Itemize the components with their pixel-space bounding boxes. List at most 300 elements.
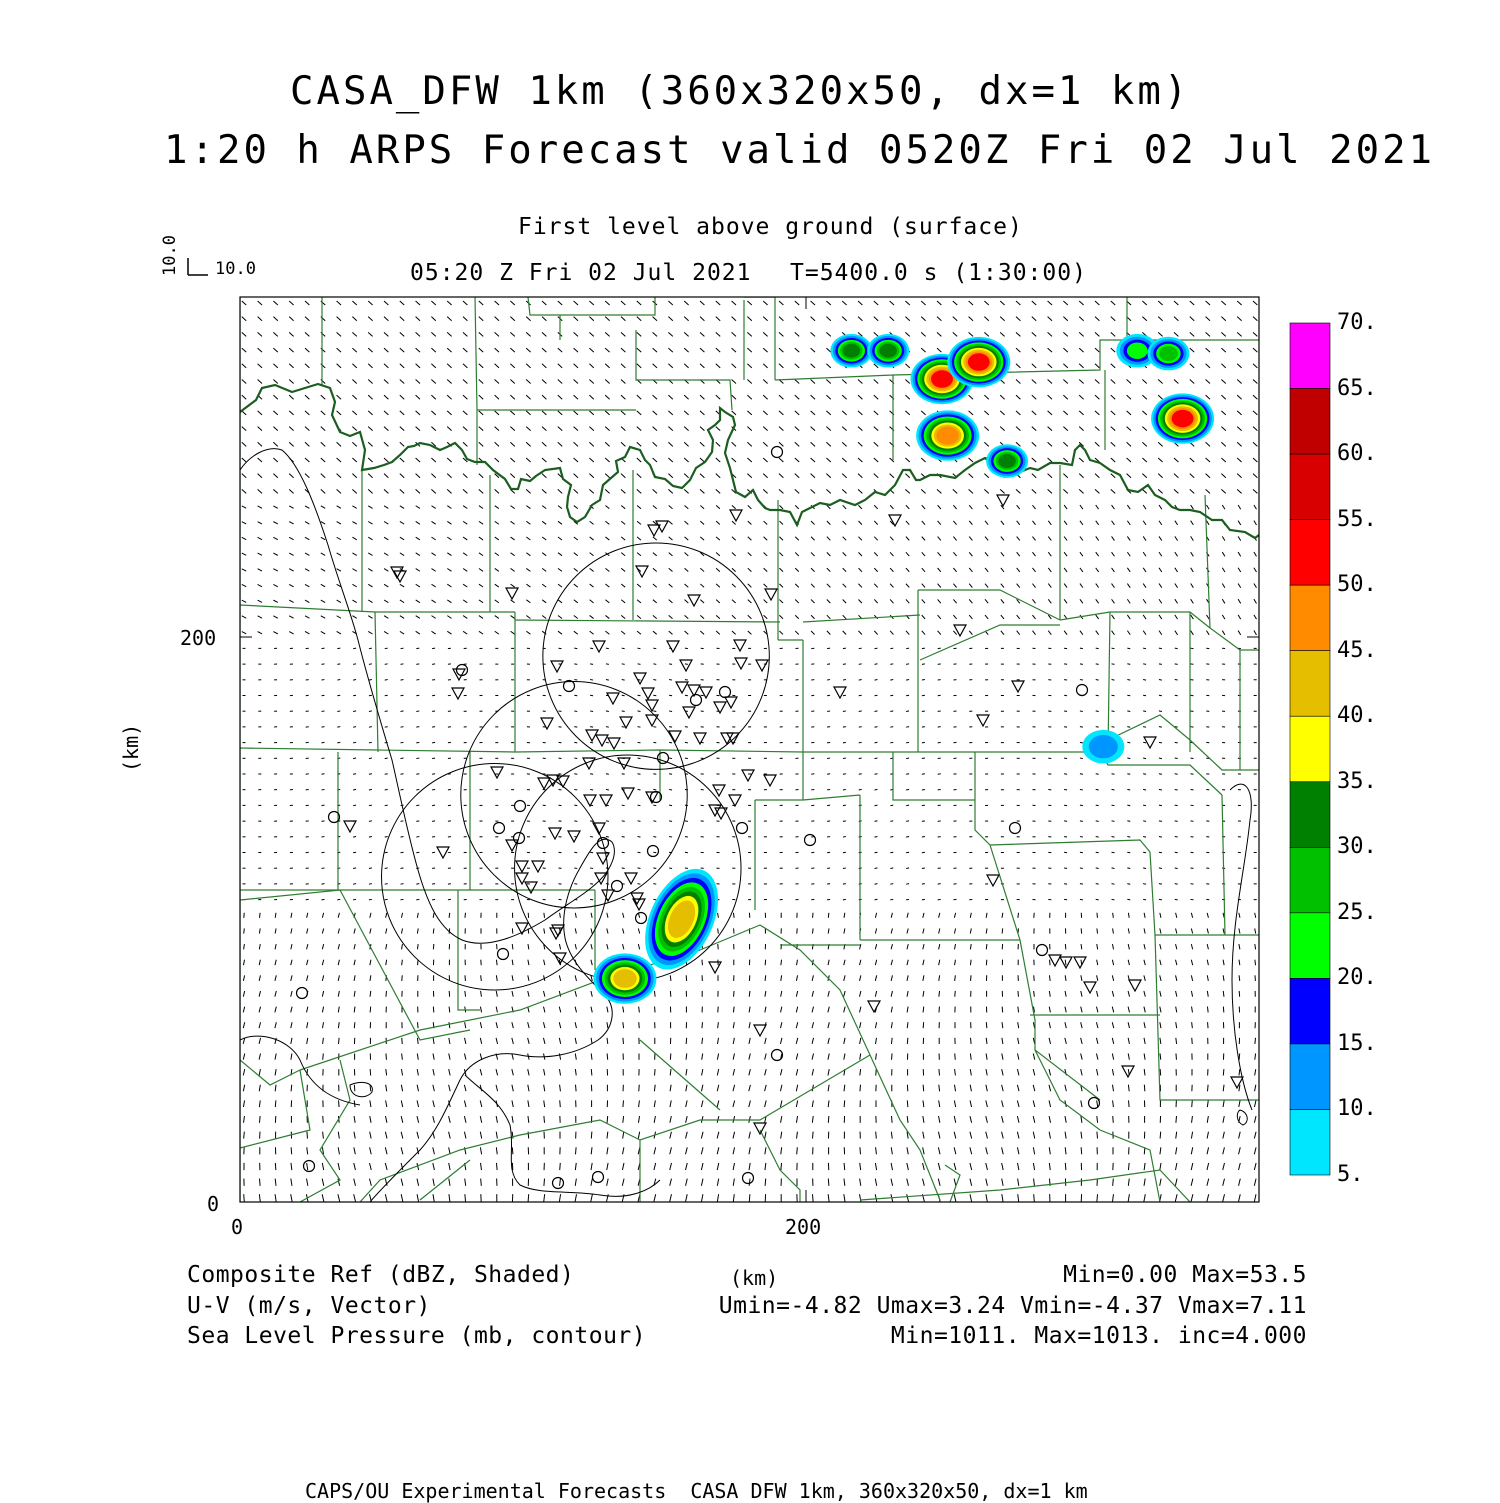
wind-vector [1223, 975, 1224, 981]
wind-vector [480, 1100, 482, 1107]
wind-vector [653, 505, 657, 508]
colorbar-label: 45. [1337, 640, 1377, 662]
wind-vector [984, 317, 988, 321]
wind-vector [906, 599, 909, 603]
wind-vector [273, 442, 277, 446]
wind-vector [606, 821, 609, 822]
wind-vector [386, 1053, 387, 1059]
wind-vector [605, 427, 609, 431]
wind-vector [402, 960, 403, 965]
wind-vector [638, 648, 641, 649]
wind-vector [400, 379, 404, 383]
wind-vector [401, 899, 404, 900]
wind-vector [605, 474, 609, 478]
wind-vector [1065, 1116, 1066, 1123]
wind-vector [243, 991, 244, 997]
wind-vector [811, 427, 815, 431]
wind-vector [685, 505, 689, 508]
wind-vector [875, 868, 878, 869]
wind-vector [242, 474, 246, 478]
station-circle-icon [772, 1050, 783, 1061]
wind-vector [795, 458, 799, 462]
wind-vector [653, 332, 657, 336]
wind-vector [307, 1147, 308, 1154]
wind-vector [747, 411, 751, 415]
station-triangle-icon [491, 767, 503, 778]
wind-vector [890, 837, 893, 838]
wind-vector [859, 711, 862, 712]
wind-vector [907, 944, 908, 949]
wind-vector [368, 522, 372, 525]
wind-vector [826, 442, 830, 446]
wind-vector [1017, 537, 1020, 541]
wind-vector [368, 506, 372, 509]
wind-vector [858, 427, 862, 431]
wind-vector [638, 742, 641, 743]
wind-vector [984, 489, 988, 493]
wind-vector [369, 727, 372, 728]
wind-vector [1175, 521, 1178, 525]
wind-vector [969, 521, 972, 525]
wind-vector [764, 552, 768, 555]
wind-vector [844, 1163, 845, 1170]
wind-vector [811, 348, 815, 352]
wind-vector [955, 1053, 956, 1059]
wind-vector [685, 553, 689, 556]
wind-vector [1223, 1085, 1224, 1092]
wind-vector [638, 758, 641, 759]
wind-vector [496, 1038, 497, 1044]
wind-vector [291, 960, 292, 965]
wind-vector [1238, 536, 1241, 540]
wind-vector [259, 944, 260, 949]
wind-vector [354, 991, 355, 997]
wind-vector [1191, 991, 1192, 997]
wind-vector [1255, 960, 1256, 965]
wind-vector [479, 474, 483, 478]
wind-vector [686, 1038, 687, 1044]
wind-vector [337, 569, 341, 572]
wind-vector [1223, 928, 1224, 933]
wind-vector [875, 975, 876, 980]
wind-vector [826, 395, 830, 399]
wind-vector [574, 442, 578, 446]
wind-vector [463, 584, 467, 587]
wind-vector [890, 648, 893, 649]
wind-vector [431, 474, 435, 478]
wind-vector [1238, 615, 1241, 619]
wind-vector [1127, 664, 1130, 665]
wind-vector [875, 742, 878, 743]
wind-vector [590, 742, 593, 743]
wind-vector [1254, 583, 1257, 587]
wind-vector [1048, 301, 1052, 305]
wind-vector [1049, 975, 1050, 981]
station-triangle-icon [764, 775, 776, 786]
wind-vector [986, 1069, 987, 1075]
wind-vector [1143, 505, 1146, 509]
wind-vector [1032, 474, 1036, 478]
wind-vector [1143, 695, 1146, 696]
wind-vector [1079, 301, 1083, 305]
wind-vector [844, 1038, 845, 1044]
wind-vector [1079, 379, 1083, 383]
wind-vector [338, 1007, 339, 1013]
wind-vector [607, 1007, 608, 1013]
wind-vector [716, 332, 720, 336]
wind-vector [431, 332, 435, 336]
wind-vector [638, 944, 639, 949]
wind-vector [907, 1147, 908, 1154]
wind-vector [843, 789, 846, 790]
wind-vector [1222, 631, 1225, 635]
wind-vector [433, 1179, 434, 1186]
storm-cell-east [1082, 730, 1124, 764]
wind-vector [874, 332, 878, 336]
wind-vector [416, 474, 420, 478]
wind-vector [669, 615, 673, 618]
wind-vector [275, 1194, 276, 1201]
wind-vector [1254, 1179, 1256, 1186]
wind-vector [542, 379, 546, 383]
wind-vector [1191, 960, 1192, 965]
wind-vector [1176, 1116, 1177, 1123]
wind-vector [890, 568, 893, 572]
wind-vector [258, 584, 262, 586]
wind-vector [749, 1022, 750, 1028]
wind-vector [906, 664, 909, 665]
wind-vector [1127, 695, 1130, 696]
wind-vector [1239, 1085, 1240, 1091]
wind-vector [449, 1179, 450, 1186]
wind-vector [859, 648, 862, 649]
wind-vector [416, 569, 420, 572]
wind-vector [384, 506, 388, 509]
wind-vector [890, 664, 893, 665]
wind-vector [906, 884, 909, 885]
wind-vector [1112, 805, 1115, 806]
wind-vector [322, 1163, 323, 1170]
wind-vector [954, 1116, 955, 1123]
wind-vector [259, 1100, 260, 1107]
wind-vector [1063, 442, 1067, 446]
wind-vector [953, 584, 956, 588]
wind-vector [905, 442, 909, 446]
wind-vector [954, 944, 955, 949]
wind-vector [969, 301, 973, 305]
wind-vector [622, 1194, 624, 1201]
wind-vector [922, 852, 925, 853]
vector-key-v-label: 10.0 [162, 235, 179, 276]
wind-vector [1079, 489, 1083, 493]
station-triangle-icon [688, 595, 700, 606]
wind-vector [1033, 1163, 1034, 1170]
wind-vector [907, 1038, 908, 1044]
wind-vector [621, 317, 625, 321]
wind-vector [1081, 1132, 1082, 1139]
wind-vector [384, 332, 388, 336]
wind-vector [368, 442, 372, 446]
wind-vector [906, 789, 909, 790]
wind-vector [305, 332, 309, 336]
wind-vector [700, 474, 704, 478]
wind-vector [955, 1069, 956, 1075]
wind-vector [512, 1069, 514, 1075]
wind-vector [780, 1069, 782, 1075]
wind-vector [401, 1179, 403, 1186]
wind-vector [1239, 960, 1240, 965]
wind-vector [1002, 1054, 1003, 1060]
wind-vector [606, 648, 609, 649]
wind-vector [811, 600, 815, 604]
wind-vector [337, 348, 341, 352]
wind-vector [574, 600, 578, 603]
wind-vector [986, 1038, 987, 1044]
wind-vector [655, 1007, 656, 1013]
wind-vector [1207, 1147, 1209, 1154]
wind-vector [890, 805, 893, 806]
station-triangle-icon [997, 495, 1009, 506]
wind-vector [637, 348, 641, 352]
wind-vector [638, 821, 641, 822]
wind-vector [590, 774, 593, 775]
colorbar-label: 60. [1337, 443, 1377, 465]
wind-vector [747, 379, 751, 383]
wind-vector [623, 913, 624, 918]
wind-vector [1238, 521, 1241, 525]
wind-vector [1206, 489, 1210, 493]
wind-vector [431, 379, 435, 383]
wind-vector [938, 631, 941, 635]
wind-vector [654, 1116, 655, 1123]
wind-vector [859, 664, 862, 665]
wind-vector [639, 1007, 640, 1013]
wind-vector [510, 395, 514, 399]
station-triangle-icon [1129, 980, 1141, 991]
wind-vector [495, 317, 499, 321]
wind-vector [858, 599, 861, 603]
wind-vector [986, 1147, 988, 1154]
wind-vector [954, 1100, 955, 1107]
wind-vector [828, 1194, 829, 1201]
colorbar-swatch [1290, 389, 1330, 455]
wind-vector [653, 568, 657, 571]
wind-vector [670, 991, 671, 997]
wind-vector [953, 505, 956, 509]
wind-vector [858, 584, 861, 588]
wind-vector [560, 913, 561, 918]
wind-vector [417, 1132, 419, 1139]
wind-vector [1191, 944, 1192, 949]
wind-vector [289, 301, 293, 305]
wind-vector [970, 1053, 971, 1059]
wind-vector [291, 1147, 292, 1154]
wind-vector [716, 505, 720, 508]
wind-vector [495, 411, 499, 415]
station-triangle-icon [607, 693, 619, 704]
wind-vector [700, 521, 704, 524]
wind-vector [1237, 301, 1241, 305]
wind-vector [605, 584, 609, 587]
wind-vector [289, 537, 293, 539]
wind-vector [273, 317, 277, 321]
wind-vector [891, 1022, 892, 1028]
wind-vector [352, 395, 356, 399]
wind-vector [717, 1194, 718, 1201]
wind-vector [875, 1022, 876, 1028]
station-triangle-icon [742, 770, 754, 781]
wind-vector [1081, 1007, 1082, 1013]
wind-vector [922, 884, 925, 885]
wind-vector [526, 616, 530, 619]
wind-vector [1017, 1069, 1019, 1075]
wind-vector [970, 1085, 971, 1091]
wind-vector [463, 395, 467, 399]
wind-vector [259, 1007, 260, 1013]
wind-vector [907, 991, 908, 997]
wind-vector [638, 868, 641, 869]
wind-vector [352, 569, 356, 572]
wind-vector [1096, 680, 1099, 681]
wind-vector [970, 1163, 972, 1170]
wind-vector [1255, 913, 1256, 918]
wind-vector [305, 553, 309, 555]
wind-vector [1113, 1179, 1114, 1186]
wind-vector [1142, 301, 1146, 305]
wind-vector [986, 1179, 988, 1186]
wind-vector [622, 680, 625, 681]
wind-vector [1175, 821, 1178, 822]
wind-vector [289, 489, 293, 493]
wind-vector [431, 489, 435, 493]
wind-vector [1096, 505, 1099, 509]
wind-vector [811, 552, 815, 556]
wind-vector [765, 991, 766, 997]
wind-vector [385, 1147, 387, 1154]
wind-vector [1112, 868, 1115, 869]
wind-vector [1253, 395, 1257, 399]
wind-vector [842, 395, 846, 399]
wind-vector [826, 474, 830, 478]
wind-vector [354, 1022, 355, 1028]
wind-vector [1128, 991, 1129, 997]
wind-vector [858, 458, 862, 462]
wind-vector [416, 379, 420, 383]
wind-vector [859, 789, 862, 790]
wind-vector [828, 1100, 829, 1107]
wind-vector [574, 395, 578, 399]
wind-vector [354, 1085, 355, 1092]
wind-vector [463, 537, 467, 540]
wind-vector [653, 664, 656, 665]
wind-vector [370, 1116, 371, 1123]
wind-vector [970, 928, 971, 933]
wind-vector [717, 1116, 719, 1123]
wind-vector [591, 1194, 593, 1201]
wind-vector [1096, 837, 1099, 838]
wind-vector [654, 991, 655, 997]
wind-vector [1160, 960, 1161, 965]
wind-vector [574, 427, 578, 431]
wind-vector [558, 553, 562, 556]
wind-vector [1159, 599, 1162, 603]
wind-vector [716, 537, 720, 540]
wind-vector [1160, 975, 1161, 980]
wind-vector [510, 427, 514, 431]
wind-vector [1063, 348, 1067, 352]
wind-vector [416, 742, 419, 743]
wind-vector [686, 1194, 688, 1201]
wind-vector [242, 616, 246, 618]
wind-vector [858, 411, 862, 415]
wind-vector [874, 552, 877, 556]
wind-vector [1127, 774, 1130, 775]
wind-vector [686, 1179, 688, 1186]
wind-vector [1000, 379, 1004, 383]
wind-vector [1017, 552, 1020, 556]
wind-vector [400, 584, 404, 587]
wind-vector [733, 1069, 734, 1075]
wind-vector [384, 521, 388, 524]
wind-vector [654, 1194, 656, 1201]
wind-vector [971, 1038, 972, 1044]
wind-vector [605, 442, 609, 446]
wind-vector [1001, 599, 1004, 603]
wind-vector [622, 711, 625, 712]
wind-vector [447, 348, 451, 352]
wind-vector [875, 805, 878, 806]
wind-vector [526, 474, 530, 478]
wind-vector [417, 1053, 418, 1059]
wind-vector [764, 568, 768, 571]
wind-vector [1175, 599, 1178, 603]
wind-vector [386, 991, 387, 997]
station-circle-icon [304, 1161, 315, 1172]
wind-vector [558, 568, 562, 571]
wind-vector [1175, 568, 1178, 572]
wind-vector [827, 615, 830, 619]
wind-vector [986, 913, 987, 918]
wind-vector [291, 944, 292, 949]
wind-vector [258, 442, 262, 446]
wind-vector [575, 1194, 576, 1201]
wind-vector [1048, 521, 1051, 525]
wind-vector [921, 348, 925, 352]
wind-vector [1048, 332, 1052, 336]
wind-vector [369, 648, 372, 649]
wind-vector [1174, 332, 1178, 336]
radar-1-ring [543, 543, 769, 769]
wind-vector [591, 1163, 592, 1170]
wind-vector [890, 695, 893, 696]
wind-vector [1017, 615, 1020, 619]
wind-vector [1191, 521, 1194, 525]
wind-vector [1191, 913, 1192, 918]
wind-vector [526, 537, 530, 540]
wind-vector [986, 944, 987, 949]
wind-vector [386, 928, 387, 933]
wind-vector [748, 552, 752, 555]
wind-vector [417, 1038, 418, 1044]
wind-vector [1239, 1147, 1241, 1154]
wind-vector [763, 442, 767, 446]
wind-vector [433, 1147, 435, 1154]
wind-vector [653, 727, 656, 728]
wind-vector [923, 1132, 924, 1139]
wind-vector [1144, 1038, 1145, 1044]
wind-vector [668, 301, 672, 305]
wind-vector [970, 913, 971, 918]
